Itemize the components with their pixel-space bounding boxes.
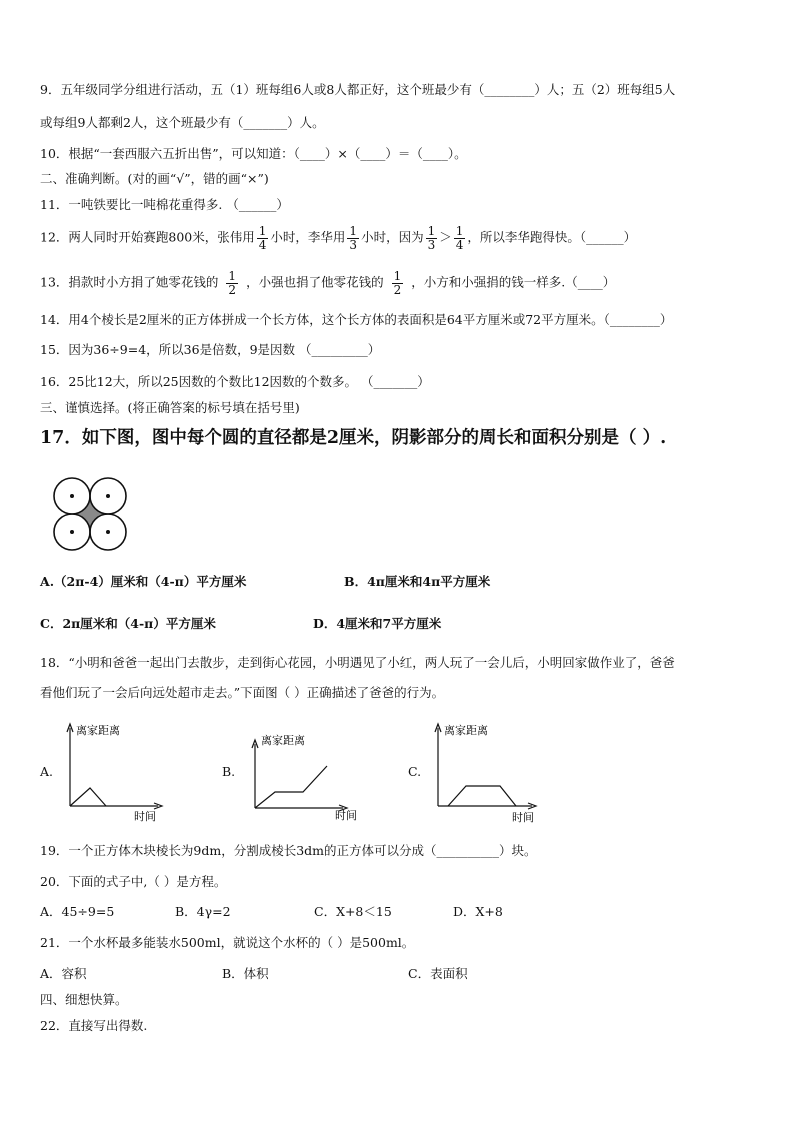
q17-option-c: C．2π厘米和（4-π）平方厘米 (40, 616, 216, 631)
q12-fraction-2: $\frac{1}{3}$ (349, 224, 358, 252)
q17-center-dot-2 (106, 494, 110, 498)
q15: 15．因为36÷9=4，所以36是倍数，9是因数 （_________） (40, 342, 381, 357)
q12-text-b: 小时，李华用 (270, 229, 346, 245)
q12-text-a: 12．两人同时开始赛跑800米，张伟用 (40, 229, 255, 245)
section4-heading: 四、细想快算。 (40, 992, 128, 1007)
q9-line2: 或每组9人都剩2人，这个班最少有（_______）人。 (40, 115, 325, 130)
q21-option-c: C．表面积 (408, 966, 468, 981)
q18-graph-c-xlabel: 时间 (512, 811, 534, 824)
q22: 22．直接写出得数. (40, 1018, 148, 1033)
q18-graph-c-line (448, 786, 516, 806)
q17-option-a: A.（2π-4）厘米和（4-π）平方厘米 (40, 574, 247, 589)
q13-fraction-1: $\frac{1}{2}$ (228, 269, 237, 297)
q17-center-dot-4 (106, 530, 110, 534)
q18-graph-b-ylabel: 离家距离 (261, 734, 305, 747)
q18-graph-c (428, 720, 548, 825)
q21-option-a: A．容积 (40, 966, 87, 981)
q18-graph-a-xlabel: 时间 (134, 810, 156, 823)
q20-option-c: C．X+8＜15 (314, 904, 392, 919)
q13-text-b: ，小强也捐了他零花钱的 (246, 274, 384, 290)
q13-text-a: 13．捐款时小方捐了她零花钱的 (40, 274, 219, 290)
q12 (40, 225, 636, 251)
q14: 14．用4个棱长是2厘米的正方体拼成一个长方体，这个长方体的表面积是64平方厘米或72平方厘米。（________） (40, 312, 673, 327)
q12-text-c: 小时，因为 (361, 229, 424, 245)
q18-graph-b-letter: B. (222, 764, 236, 779)
q17-center-dot-1 (70, 494, 74, 498)
q18-graph-a (60, 720, 170, 825)
q12-fraction-1: $\frac{1}{4}$ (258, 224, 267, 252)
q20-option-d: D．X+8 (453, 904, 503, 919)
q18-line2: 看他们玩了一会后向远处超市走去。”下面图（ ）正确描述了爸爸的行为。 (40, 685, 445, 700)
q13-text-c: ，小方和小强捐的钱一样多.（____） (411, 274, 616, 290)
q17-stem: 17．如下图，图中每个圆的直径都是2厘米，阴影部分的周长和面积分别是（ ）. (40, 428, 667, 448)
section2-heading: 二、准确判断。(对的画“√”，错的画“×”) (40, 171, 269, 186)
q12-text-d: ，所以李华跑得快。（______） (467, 229, 637, 245)
q17-option-d: D．4厘米和7平方厘米 (313, 616, 442, 631)
q18-graph-b-xlabel: 时间 (335, 809, 357, 822)
q18-graph-c-letter: C. (408, 764, 422, 779)
q20-option-a: A．45÷9=5 (40, 904, 115, 919)
q21-option-b: B．体积 (222, 966, 269, 981)
q12-greater-than: ＞ (439, 229, 452, 245)
q18-graph-b (245, 728, 365, 825)
q19: 19．一个正方体木块棱长为9dm，分割成棱长3dm的正方体可以分成（__________）块。 (40, 843, 537, 858)
q17-center-dot-3 (70, 530, 74, 534)
q11: 11．一吨铁要比一吨棉花重得多. （______） (40, 197, 289, 212)
q20-option-b: B．4γ=2 (175, 904, 231, 919)
q17-option-b: B．4π厘米和4π平方厘米 (344, 574, 491, 589)
q18-graph-c-ylabel: 离家距离 (444, 724, 488, 737)
q18-graph-a-letter: A. (40, 764, 54, 779)
q18-line1: 18．“小明和爸爸一起出门去散步，走到街心花园，小明遇见了小红，两人玩了一会儿后，小明回家做作业了，爸爸 (40, 655, 675, 670)
q13 (40, 270, 615, 296)
q21-stem: 21．一个水杯最多能装水500ml，就说这个水杯的（ ）是500ml。 (40, 935, 415, 950)
q10: 10．根据“一套西服六五折出售”，可以知道：（____）×（____）＝（____）。 (40, 146, 467, 161)
q9-line1: 9．五年级同学分组进行活动，五（1）班每组6人或8人都正好，这个班最少有（________）人；五（2）班每组5人 (40, 82, 676, 97)
q20-stem: 20．下面的式子中,（ ）是方程。 (40, 874, 227, 889)
q18-graph-a-line (70, 788, 106, 806)
q13-fraction-2: $\frac{1}{2}$ (393, 269, 402, 297)
q18-graph-b-line (255, 766, 327, 808)
section3-heading: 三、谨慎选择。(将正确答案的标号填在括号里) (40, 400, 300, 415)
q16: 16．25比12大，所以25因数的个数比12因数的个数多。 （_______） (40, 374, 430, 389)
q17-figure (50, 474, 136, 554)
q18-graph-a-ylabel: 离家距离 (76, 724, 120, 737)
q12-fraction-3: $\frac{1}{3}$ (427, 224, 436, 252)
q12-fraction-4: $\frac{1}{4}$ (455, 224, 464, 252)
